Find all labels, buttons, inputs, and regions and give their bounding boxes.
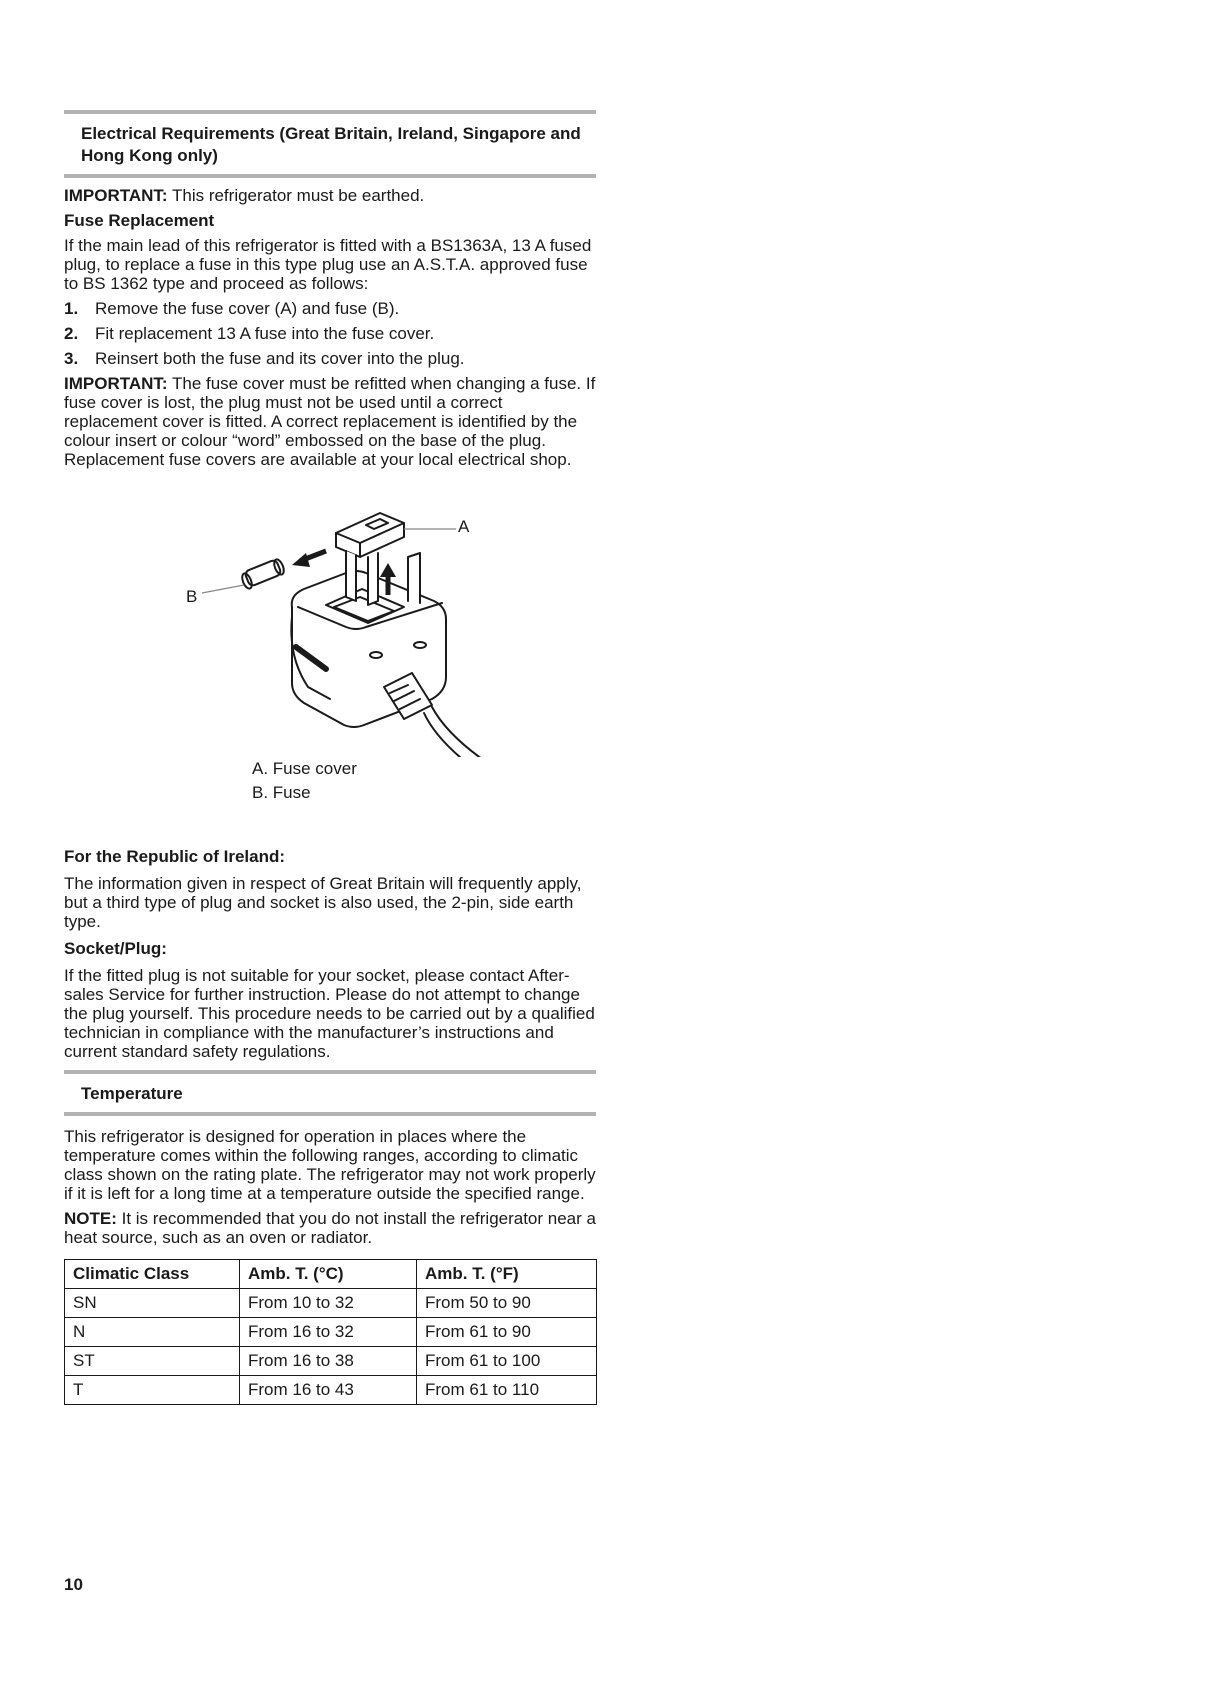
temperature-text: This refrigerator is designed for operation in places where the temperature comes within the following ranges, according to climatic class shown on the rating plate. The refrigerator may not work properly if it is left for a long time at a temperature outside the specified range.	[64, 1127, 596, 1203]
step-text: Remove the fuse cover (A) and fuse (B).	[95, 299, 400, 318]
table-cell: From 61 to 100	[417, 1347, 597, 1376]
figure-label-a: A	[458, 517, 470, 536]
table-header: Climatic Class	[65, 1260, 240, 1289]
figure-label-b: B	[186, 587, 198, 606]
fuse-figure	[64, 477, 596, 757]
figure-legend	[252, 757, 596, 805]
important-label: IMPORTANT:	[64, 186, 168, 205]
list-item	[64, 349, 596, 368]
fuse-replacement-heading: Fuse Replacement	[64, 211, 215, 230]
climatic-class-table	[64, 1259, 597, 1405]
list-item	[64, 299, 596, 318]
main-column	[64, 110, 596, 1405]
table-cell: From 61 to 110	[417, 1376, 597, 1405]
important-earthed	[64, 186, 596, 205]
step-number: 2.	[64, 324, 79, 343]
table-cell: From 61 to 90	[417, 1318, 597, 1347]
ireland-heading: For the Republic of Ireland:	[64, 847, 286, 866]
page-number: 10	[64, 1575, 83, 1594]
temperature-note	[64, 1209, 596, 1247]
table-cell: From 10 to 32	[240, 1289, 417, 1318]
note-text: It is recommended that you do not install the refrigerator near a heat source, such as an oven or radiator.	[64, 1209, 596, 1247]
legend-fuse: B. Fuse	[252, 783, 311, 802]
step-text: Fit replacement 13 A fuse into the fuse cover.	[95, 324, 435, 343]
important-fuse-cover	[64, 374, 596, 469]
table-header-row	[65, 1260, 597, 1289]
temperature-heading: Temperature	[64, 1070, 596, 1116]
table-cell: From 16 to 32	[240, 1318, 417, 1347]
socket-plug-text: If the fitted plug is not suitable for your socket, please contact After-sales Service for further instruction. Please do not attempt to change the plug yourself. This procedure needs to be carried out by a qualified technician in compliance with the manufacturer’s instructions and current standard safety regulations.	[64, 966, 595, 1061]
plug-illustration	[64, 477, 596, 757]
table-row	[65, 1289, 597, 1318]
table-row	[65, 1318, 597, 1347]
important-label: IMPORTANT:	[64, 374, 168, 393]
table-cell: From 16 to 43	[240, 1376, 417, 1405]
table-header: Amb. T. (°C)	[240, 1260, 417, 1289]
legend-fuse-cover: A. Fuse cover	[252, 759, 357, 778]
fuse-steps-list	[64, 299, 596, 368]
important-text: The fuse cover must be refitted when changing a fuse. If fuse cover is lost, the plug must not be used until a correct replacement cover is fitted. A correct replacement is identified by the colour insert or colour “word” embossed on the base of the plug. Replacement fuse covers are available at your local electrical shop.	[64, 374, 596, 469]
important-text: This refrigerator must be earthed.	[167, 186, 425, 205]
table-cell: From 50 to 90	[417, 1289, 597, 1318]
table-header: Amb. T. (°F)	[417, 1260, 597, 1289]
list-item	[64, 324, 596, 343]
table-row	[65, 1376, 597, 1405]
step-text: Reinsert both the fuse and its cover into the plug.	[95, 349, 465, 368]
table-row	[65, 1347, 597, 1376]
table-cell: N	[65, 1318, 240, 1347]
note-label: NOTE:	[64, 1209, 117, 1228]
table-cell: From 16 to 38	[240, 1347, 417, 1376]
ireland-text: The information given in respect of Great Britain will frequently apply, but a third type of plug and socket is also used, the 2-pin, side earth type.	[64, 874, 582, 931]
electrical-heading: Electrical Requirements (Great Britain, Ireland, Singapore and Hong Kong only)	[64, 110, 596, 178]
step-number: 3.	[64, 349, 79, 368]
table-cell: T	[65, 1376, 240, 1405]
step-number: 1.	[64, 299, 79, 318]
table-cell: SN	[65, 1289, 240, 1318]
fuse-intro: If the main lead of this refrigerator is fitted with a BS1363A, 13 A fused plug, to replace a fuse in this type plug use an A.S.T.A. approved fuse to BS 1362 type and proceed as follows:	[64, 236, 592, 293]
table-cell: ST	[65, 1347, 240, 1376]
socket-plug-heading: Socket/Plug:	[64, 939, 167, 958]
